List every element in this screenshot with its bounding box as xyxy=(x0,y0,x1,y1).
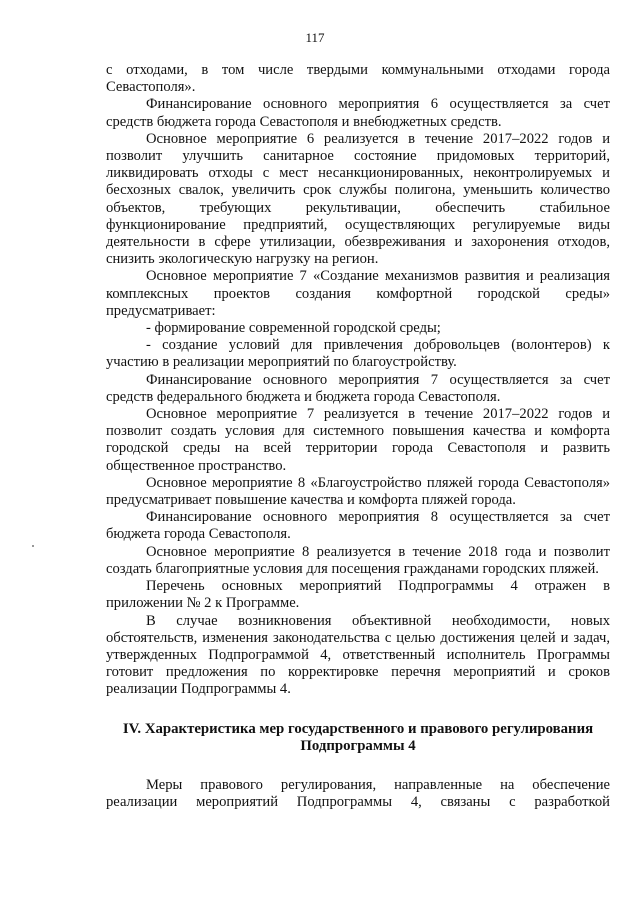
paragraph-adjustments: В случае возникновения объективной необходимости, новых обстоятельств, изменения законодательства с целью достижения целей и задач, утвержденных Подпрограммой 4, ответственный исполнитель Программы готовит предложения по корректировке перечня мероприятий и сроков реализации Подпрограммы 4. xyxy=(106,612,610,698)
paragraph-activity-8: Основное мероприятие 8 «Благоустройство пляжей города Севастополя» предусматривает повышение качества и комфорта пляжей города. xyxy=(106,474,610,509)
paragraph-funding-8: Финансирование основного мероприятия 8 осуществляется за счет бюджета города Севастополя. xyxy=(106,509,610,543)
paragraph-activity-7: Основное мероприятие 7 «Создание механизмов развития и реализация комплексных проектов создания комфортной городской среды» предусматривает: xyxy=(106,268,610,319)
paragraph-continuation: с отходами, в том числе твердыми коммунальными отходами города Севастополя». xyxy=(106,62,610,96)
scan-speck xyxy=(32,545,34,547)
paragraph-implementation-8: Основное мероприятие 8 реализуется в течение 2018 года и позволит создать благоприятные условия для посещения гражданами городских пляжей. xyxy=(106,543,610,577)
section-heading-line-2: Подпрограммы 4 xyxy=(300,737,416,754)
page-number: 117 xyxy=(305,30,325,45)
section-heading-line-1: IV. Характеристика мер государственного и правового регулирования xyxy=(122,720,594,737)
section-heading xyxy=(106,721,610,755)
paragraph-implementation-7: Основное мероприятие 7 реализуется в течение 2017–2022 годов и позволит создать условия для системного повышения качества и комфорта городской среды на всей территории города Севастополя и развить общественное пространство. xyxy=(106,406,610,474)
document-body xyxy=(106,62,610,811)
paragraph-funding-6: Финансирование основного мероприятия 6 осуществляется за счет средств бюджета города Севастополя и внебюджетных средств. xyxy=(106,96,610,130)
list-item-urban-environment: - формирование современной городской среды; xyxy=(146,320,441,337)
paragraph-activity-6: Основное мероприятие 6 реализуется в течение 2017–2022 годов и позволит улучшить санитарное состояние придомовых территорий, ликвидировать отходы с мест несанкционированных, неконтролируемых и бесхозных свалок, увеличить срок службы полигона, уменьшить количество объектов, требующих рекультивации, обеспечить стабильное функционирование предприятий, осуществляющих регулируемые виды деятельности в сфере утилизации, обезвреживания и захоронения отходов, снизить экологическую нагрузку на регион. xyxy=(106,130,610,268)
paragraph-funding-7: Финансирование основного мероприятия 7 осуществляется за счет средств федерального бюджета и бюджета города Севастополя. xyxy=(106,371,610,405)
paragraph-legal-regulation: Меры правового регулирования, направленные на обеспечение реализации мероприятий Подпрограммы 4, связаны с разработкой xyxy=(106,776,610,811)
list-item-volunteers: - создание условий для привлечения добровольцев (волонтеров) к участию в реализации мероприятий по благоустройству. xyxy=(106,337,610,371)
paragraph-activity-list: Перечень основных мероприятий Подпрограммы 4 отражен в приложении № 2 к Программе. xyxy=(106,578,610,612)
